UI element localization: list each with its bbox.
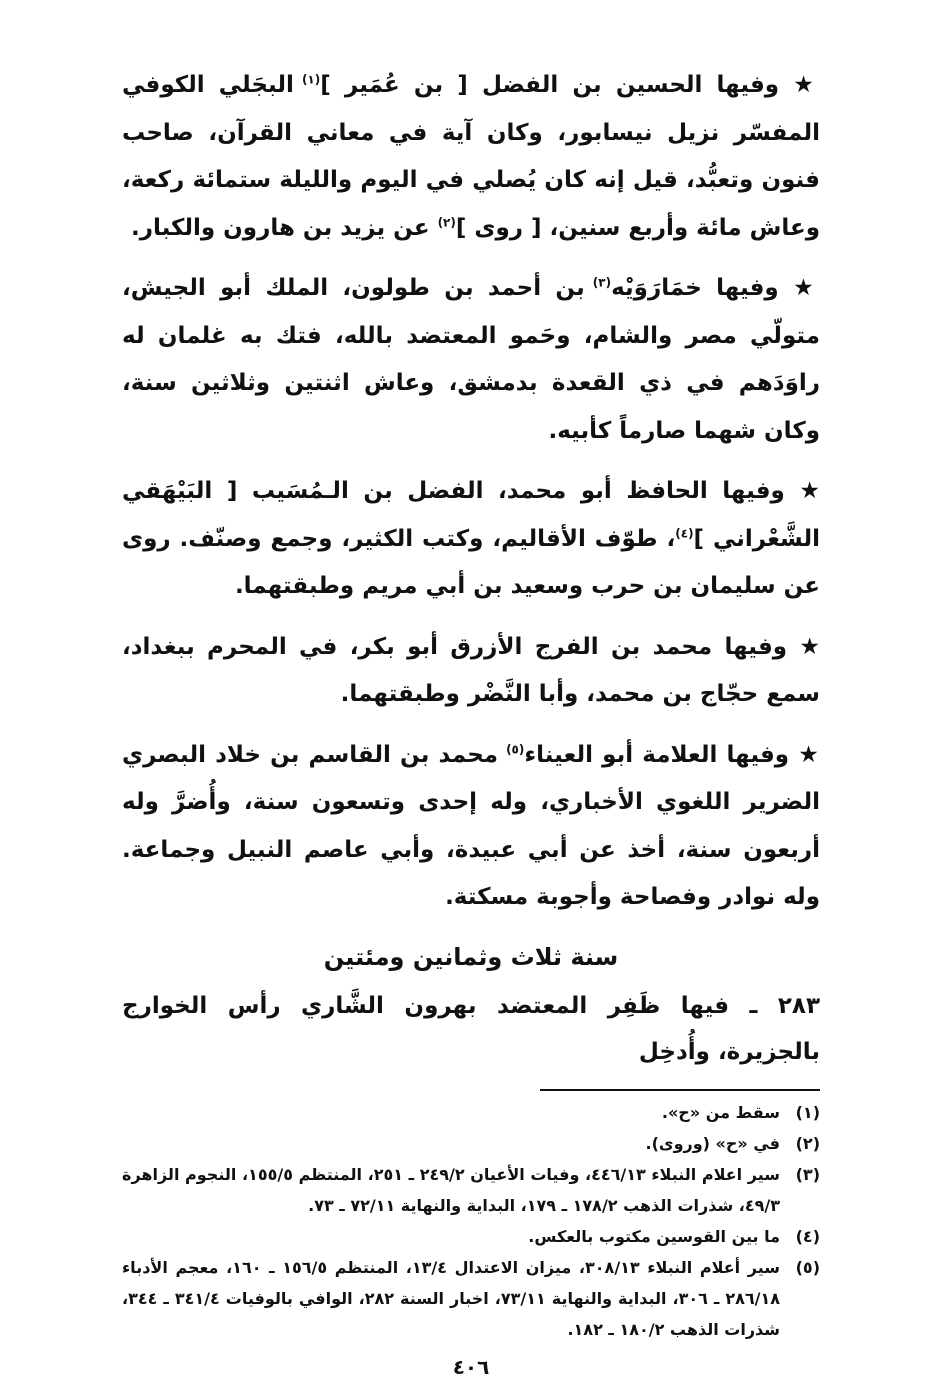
footnote-text: سير أعلام النبلاء ٣٠٨/١٣، ميزان الاعتدال ١٣/٤، المنتظم ١٥٦/٥ ـ ١٦٠، معجم الأدباء ٢٨٦/١٨ ـ ٣٠٦، البداية والنهاية ٧٣/١١، اخبار السنة ٢٨٢، الوافي بالوفيات ٣٤١/٤ ـ ٣٤٤، شذرات الذهب ١٨٠/٢ ـ ١٨٢. (122, 1257, 781, 1339)
entry-abu-al-ayna (122, 732, 820, 922)
footnote-ref[interactable]: (٥) (506, 741, 525, 756)
entry-text: محمد بن القاسم بن خلاد البصري الضرير اللغوي الأخباري، وله إحدى وتسعون سنة، وأُضرَّ وله أربعون سنة، أخذ عن أبي عبيدة، وأبي عاصم النبيل وجماعة. وله نوادر وفصاحة وأجوبة مسكتة. (122, 741, 820, 910)
footnote-number: (٢) (795, 1133, 820, 1153)
section-heading: سنة ثلاث وثمانين ومئتين (323, 942, 619, 971)
footnote-text: في «ح» (وروى). (645, 1133, 780, 1153)
footnote-number: (٥) (795, 1257, 820, 1277)
entry-text: عن يزيد بن هارون والكبار. (130, 214, 438, 241)
entry-al-fadl (122, 468, 820, 611)
footnote-item (122, 1097, 820, 1128)
page-number: ٤٠٦ (452, 1354, 490, 1379)
footnote-text: ما بين القوسين مكتوب بالعكس. (528, 1226, 780, 1246)
entry-muhammad-al-azraq (122, 624, 820, 719)
footnote-divider (540, 1089, 820, 1091)
footnote-number: (١) (795, 1102, 820, 1122)
entry-text: ★ وفيها محمد بن الفرج الأزرق أبو بكر، في المحرم ببغداد، سمع حجّاج بن محمد، وأبا النَّضْر وطبقتهما. (122, 633, 820, 707)
footnote-item (122, 1128, 820, 1159)
entry-text: ★ وفيها الحافظ أبو محمد، الفضل بن الـمُسَيب [ البَيْهَقي الشَّعْراني ] (122, 478, 820, 552)
entry-text: بن أحمد بن طولون، الملك أبو الجيش، متولّي مصر والشام، وحَمو المعتضد بالله، فتك به غلمان له راوَدَهم في ذي القعدة بدمشق، وعاش اثنتين وثلاثين سنة، وكان شهما صارماً كأبيه. (122, 275, 820, 444)
page-body (122, 62, 820, 1379)
footnote-text: سقط من «ح». (661, 1102, 780, 1122)
entry-text: ★ وفيها خمَارَوَيْه (611, 275, 821, 301)
entry-text: ★ وفيها العلامة أبو العيناء (524, 741, 820, 768)
footnote-ref[interactable]: (٢) (437, 214, 456, 229)
footnote-item (122, 1221, 820, 1252)
entry-text: ، طوّف الأقاليم، وكتب الكثير، وجمع وصنّف. روى عن سليمان بن حرب وسعيد بن أبي مريم وطبقتهما. (122, 525, 820, 599)
footnotes (122, 1097, 820, 1345)
footnote-number: (٤) (795, 1226, 820, 1246)
year-entry: ٢٨٣ ـ فيها ظَفِر المعتضد بهرون الشَّاري رأس الخوارج بالجزيرة، وأُدخِل (122, 992, 820, 1065)
footnote-ref[interactable]: (١) (301, 72, 321, 87)
entry-al-husayn (122, 62, 820, 252)
footnote-ref[interactable]: (٤) (675, 525, 694, 540)
entry-text: ★ وفيها الحسين بن الفضل [ بن عُمَير ] (320, 72, 820, 98)
footnote-item (122, 1252, 820, 1345)
entry-khumarawayh (122, 265, 820, 455)
footnote-ref[interactable]: (٣) (592, 275, 612, 290)
footnote-text: سير اعلام النبلاء ٤٤٦/١٣، وفيات الأعيان ٢٤٩/٢ ـ ٢٥١، المنتظم ١٥٥/٥، النجوم الزاهرة ٤٩/٣، شذرات الذهب ١٧٨/٢ ـ ١٧٩، البداية والنهاية ٧٢/١١ ـ ٧٣. (122, 1164, 781, 1215)
entry-text: البجَلي الكوفي المفسّر نزيل نيسابور، وكان آية في معاني القرآن، صاحب فنون وتعبُّد، قيل إنه كان يُصلي في اليوم والليلة ستمائة ركعة، وعاش مائة وأربع سنين، [ روى ] (122, 72, 820, 241)
footnote-item (122, 1159, 820, 1221)
footnote-number: (٣) (795, 1164, 820, 1184)
